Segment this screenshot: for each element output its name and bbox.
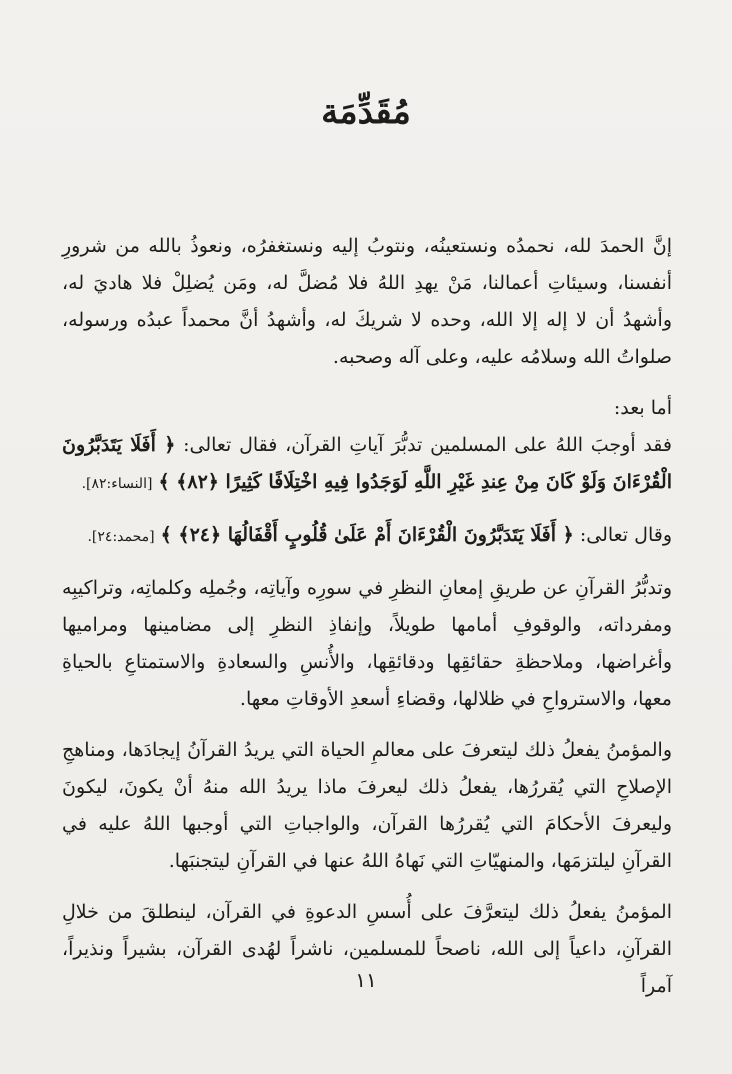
verse-reference: [محمد:٢٤]. [87,529,155,545]
paragraph-believer-1: والمؤمنُ يفعلُ ذلك ليتعرفَ على معالمِ الحياة التي يريدُ القرآنُ إيجادَها، ومناهجِ الإصلاحِ التي يُقررُها، يفعلُ ذلك ليعرفَ ماذا يريدُ الله منهُ أنْ يكونَ، ليكونَ وليعرفَ الأحكامَ التي يُقررُها القرآن، والواجباتِ التي أوجبها اللهُ عليه في القرآنِ ليلتزمَها، والمنهيّاتِ التي نَهاهُ اللهُ عنها في القرآنِ ليتجنبَها. [62,739,672,872]
paragraph-amma-baad: أما بعد: [613,397,672,419]
quran-verse: ﴿ أَفَلَا يَتَدَبَّرُونَ الْقُرْءَانَ أَمْ عَلَىٰ قُلُوبٍ أَقْفَالُهَا ﴿٢٤﴾ ﴾ [160,524,574,546]
paragraph-quran-verse-1 [62,427,672,503]
paragraph-quran-verse-2 [62,517,672,556]
verse-reference: [النساء:٨٢]. [81,476,153,492]
verse-intro: فقد أوجبَ اللهُ على المسلمين تدبُّرَ آياتِ القرآن، فقال تعالى: [183,434,672,456]
paragraph-believer-2: المؤمنُ يفعلُ ذلك ليتعرَّفَ على أُسسِ الدعوةِ في القرآن، لينطلقَ من خلالِ القرآنِ، داعياً إلى الله، ناصحاً للمسلمين، ناشراً لهُدى القرآن، بشيراً ونذيراً، آمراً [62,901,672,997]
page-title: مُقَدِّمَة [321,92,411,132]
body-text [62,228,672,1005]
paragraph-tadabbur: وتدبُّرُ القرآنِ عن طريقِ إمعانِ النظرِ في سورِه وآياتِه، وجُملِه وكلماتِه، وتراكيبِه ومفرداته، والوقوفِ أمامها طويلاً، وإنفاذِ النظرِ إلى مضامينها ومراميها وأغراضها، وملاحظةِ حقائقِها ودقائقِها، والأُنسِ والسعادةِ والاستمتاعِ بالحياةِ معها، والاسترواحِ في ظلالها، وقضاءِ أسعدِ الأوقاتِ معها. [62,577,672,710]
paragraph-opening-praise: إنَّ الحمدَ لله، نحمدُه ونستعينُه، ونتوبُ إليه ونستغفرُه، ونعوذُ بالله من شرورِ أنفسنا، وسيئاتِ أعمالنا، مَنْ يهدِ اللهُ فلا مُضلَّ له، ومَن يُضلِلْ فلا هاديَ له، وأشهدُ أن لا إله إلا الله، وحده لا شريكَ له، وأشهدُ أنَّ محمداً عبدُه ورسوله، صلواتُ الله وسلامُه عليه، وعلى آله وصحبه. [62,235,672,368]
quran-verse: ﴿ أَفَلَا يَتَدَبَّرُونَ الْقُرْءَانَ وَلَوْ كَانَ مِنْ عِندِ غَيْرِ اللَّهِ لَوَجَدُوا فِيهِ اخْتِلَافًا كَثِيرًا ﴿٨٢﴾ ﴾ [62,434,672,493]
verse-intro: وقال تعالى: [579,524,672,546]
page-number: ١١ [355,968,377,992]
